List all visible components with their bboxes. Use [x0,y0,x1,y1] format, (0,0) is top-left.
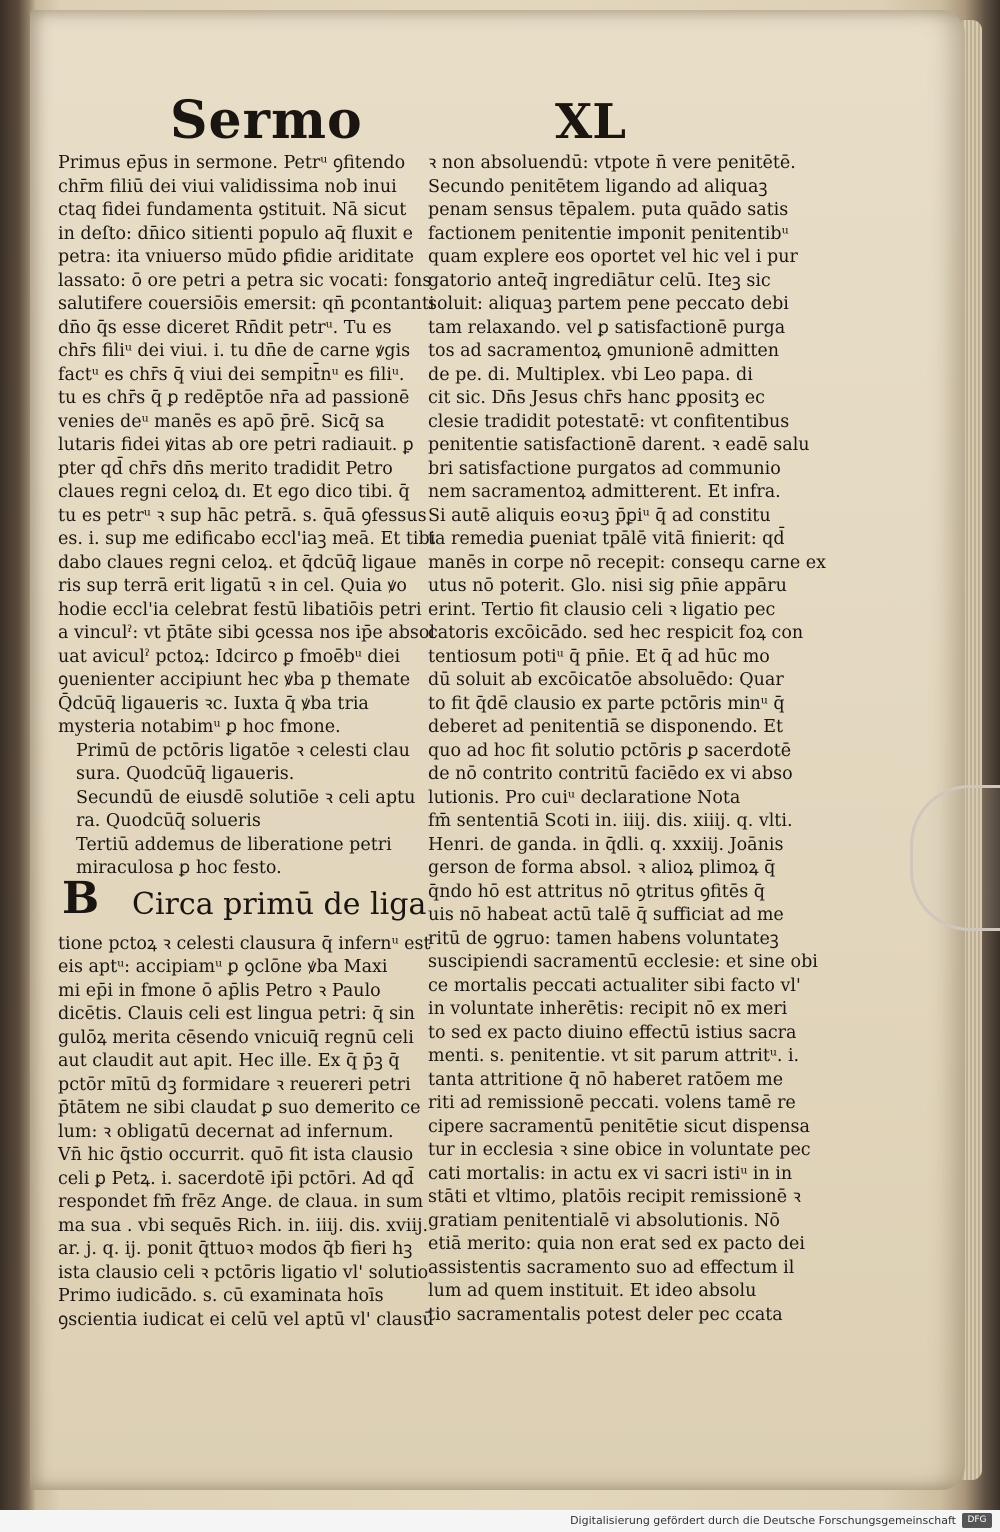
text-line: gatorio anteq̄ ingrediātur celū. Iteꝫ sic [428,270,771,291]
text-line: riti ad remissionē peccati. volens tamē re [428,1093,796,1113]
text-line: celi ꝑ Petꝝ. i. sacerdotē ip̄i pctōri. Ad qd̄ [58,1168,414,1189]
text-line: tur in ecclesia ꝛ sine obice in voluntate pec [428,1140,811,1160]
outline-line: Tertiū addemus de liberatione petri [76,834,392,855]
footer-bar [0,1510,1000,1532]
text-line: petra: ita vniuerso mūdo ꝑfidie ariditate [58,247,415,267]
text-line: Primo iudicādo. s. cū examinata hoīs [58,1286,384,1306]
text-line: cit sic. Dn̄s Jesus chr̄s hanc ꝑpositꝫ ec [428,388,765,408]
running-header [170,90,730,150]
text-line: utus nō poterit. Glo. nisi sig pn̄ie appāru [428,576,787,596]
text-line: q̄ndo hō est attritus nō ꝯtritus ꝯfitēs q̄ [428,881,765,902]
text-line: uat aviculˀ pctoꝝ: Idcirco ꝑ fmoēbᵘ diei [58,646,401,667]
text-line: suscipiendi sacramentū ecclesie: et sine obi [428,952,818,972]
page-edge-stack [962,20,982,1480]
text-line: tos ad sacramentoꝝ ꝯmunionē admitten [428,341,780,361]
text-line: ta remedia ꝑueniat tpālē vitā finierit: qd̄ [428,529,785,549]
text-line: lutionis. Pro cuiᵘ declaratione Nota [428,787,741,808]
text-line: de nō contrito contritū faciēdo ex vi abso [428,764,793,784]
text-line: Q̄dcūq̄ ligaueris ꝛc. Iuxta q̄ ꝟba tria [58,693,369,714]
outline-line: miraculosa ꝑ hoc festo. [76,858,282,878]
text-line: Henri. de ganda. in q̄dli. q. xxxiij. Joānis [428,834,784,855]
page-clasp [910,785,1000,931]
outline-line: sura. Quodcūq̄ ligaueris. [76,764,295,784]
text-line: lassato: ō ore petri a petra sic vocati: fons [58,270,432,291]
text-line: penitentie satisfactionē darent. ꝛ eadē salu [428,435,810,455]
text-line: to sed ex pacto diuino effectū istius sacra [428,1022,797,1043]
text-line: ꝯscientia iudicat ei celū vel aptū vl' clausū [58,1309,434,1330]
decorated-initial: B [62,872,100,924]
text-line: p̄tātem ne sibi claudat ꝑ suo demerito ce [58,1098,421,1118]
header-left-title: Sermo [170,90,363,151]
text-line: chr̄m filiū dei viui validissima nob inui [58,176,397,197]
text-line: eis aptᵘ: accipiamᵘ ꝑ ꝯclōne ꝟba Maxi [58,957,388,977]
text-line: dabo claues regni celoꝝ. et q̄dcūq̄ ligaue [58,552,417,573]
text-line: gerson de forma absol. ꝛ alioꝝ plimoꝝ q̄ [428,858,776,878]
text-line: in deſto: dn̄ico sitienti populo aq̄ fluxit e [58,223,413,244]
text-line: claues regni celoꝝ dı. Et ego dico tibi. q̄ [58,482,410,502]
text-line: cati mortalis: in actu ex vi sacri istiᵘ in in [428,1163,793,1184]
text-line: tu es petrᵘ ꝛ sup hāc petrā. s. q̄uā ꝯfessus [58,505,427,526]
text-line: stāti et vltimo, platōis recipit remissionē ꝛ [428,1187,801,1207]
right-column [428,152,826,1327]
section-subheading: Circa primū de liga [132,886,427,922]
text-line: factᵘ es chr̄s q̄ viui dei sempit̄nᵘ es filiᵘ. [58,364,405,385]
text-line: lum: ꝛ obligatū decernat ad infernum. [58,1121,394,1142]
text-line: ritū de ꝯgruo: tamen habens voluntateꝫ [428,928,779,949]
text-line: penam sensus tēpalem. puta quādo satis [428,200,789,220]
text-line: tentiosum potiᵘ q̄ pn̄ie. Et q̄ ad hūc mo [428,646,770,667]
footer-credit: Digitalisierung gefördert durch die Deutsche Forschungsgemeinschaft [570,1514,956,1527]
outline-line: ra. Quodcūq̄ solueris [76,811,261,831]
text-line: ma sua . vbi sequēs Rich. in. iiij. dis. xviij. [58,1215,429,1236]
text-line: fm̄ sententiā Scoti in. iiij. dis. xiiij. q. vlti. [428,811,793,831]
text-line: uis nō habeat actū talē q̄ sufficiat ad me [428,905,784,925]
text-line: bri satisfactione purgatos ad communio [428,458,781,479]
text-line: cipere sacramentū penitētie sicut dispensa [428,1116,810,1137]
left-column [58,152,436,1332]
text-line: Vn̄ hic q̄stio occurrit. quō fit ista clausio [58,1145,414,1165]
text-line: hodie eccl'ia celebrat festū libatiōis petri [58,599,422,620]
text-line: de pe. di. Multiplex. vbi Leo papa. di [428,364,753,385]
text-line: assistentis sacramento suo ad effectum il [428,1257,795,1278]
text-line: manēs in corpe nō recepit: consequ carne ex [428,552,826,573]
text-line: mysteria notabimᵘ ꝑ hoc fmone. [58,717,341,737]
text-line: mi ep̄i in fmone ō ap̄lis Petro ꝛ Paulo [58,980,381,1001]
text-line: lum ad quem instituit. Et ideo absolu [428,1281,757,1301]
text-line: ce mortalis peccati actualiter sibi facto vl' [428,975,801,996]
section-opening [58,872,427,933]
text-line: dn̄o q̄s esse diceret Rn̄dit petrᵘ. Tu es [58,317,392,338]
text-line: tanta attritione q̄ nō haberet ratōem me [428,1069,784,1090]
text-line: tam relaxando. vel ꝑ satisfactionē purga [428,317,786,338]
text-line: pctōr mītū dꝫ formidare ꝛ reuereri petri [58,1074,411,1095]
outline-items [58,740,418,881]
text-line: ꝛ non absoluendū: vtpote n̄ vere penitētē. [428,153,796,173]
text-line: catoris excōicādo. sed hec respicit foꝝ con [428,623,804,643]
text-line: Primus ep̄us in sermone. Petrᵘ ꝯfitendo [58,153,406,173]
text-line: tione pctoꝝ ꝛ celesti clausura q̄ infernᵘ est [58,933,431,954]
text-line: es. i. sup me edificabo eccl'iaꝫ meā. Et tibi [58,529,436,549]
text-line: Secundo penitētem ligando ad aliquaꝫ [428,176,768,197]
text-line: soluit: aliquaꝫ partem pene peccato debi [428,294,789,314]
text-line: venies deᵘ manēs es apō p̄rē. Sicq̄ sa [58,411,385,432]
text-line: lutaris fidei ꝟitas ab ore petri radiauit. ꝑ [58,435,414,455]
text-line: ris sup terrā erit ligatū ꝛ in cel. Quia ꝟo [58,576,407,596]
text-line: in voluntate inherētis: recipit nō ex meri [428,999,788,1019]
text-line: pter qd̄ chr̄s dn̄s merito tradidit Petro [58,458,393,479]
text-line: aut claudit aut apit. Hec ille. Ex q̄ p̄ꝫ q̄ [58,1051,400,1071]
text-line: gratiam penitentialē vi absolutionis. Nō [428,1210,780,1231]
text-line: gulōꝝ merita cēsendo vnicuiq̄ regnū celi [58,1027,414,1048]
text-line: to fit q̄dē clausio ex parte pctōris minᵘ q̄ [428,693,785,714]
text-line: deberet ad penitentiā se disponendo. Et [428,717,784,737]
text-line: ar. j. q. ij. ponit q̄ttuoꝛ modos q̄b fieri hꝫ [58,1239,413,1259]
text-line: dū soluit ab excōicatōe absoluēdo: Quar [428,670,784,690]
text-line: respondet fm̄ frēz Ange. de claua. in sum [58,1192,424,1212]
text-line: dicētis. Clauis celi est lingua petri: q̄ sin [58,1004,415,1024]
text-line: salutifere couersiōis emersit: qn̄ ꝑcontanti [58,294,435,314]
header-right-numeral: XL [555,94,626,150]
text-line: ctaq fidei fundamenta ꝯstituit. Nā sicut [58,200,407,220]
text-line: tu es chr̄s q̄ ꝑ redēptōe nr̄a ad passionē [58,388,410,408]
dfg-logo: DFG [962,1513,992,1528]
outline-line: Primū de pctōris ligatōe ꝛ celesti clau [76,740,410,761]
text-line: chr̄s filiᵘ dei viui. i. tu dn̄e de carne ꝟgis [58,341,411,361]
text-line: nem sacramentoꝝ admitterent. Et infra. [428,482,781,502]
text-line: Si autē aliquis eoꝛuꝫ p̄ꝑiᵘ q̄ ad constitu [428,505,771,526]
text-line: etiā merito: quia non erat sed ex pacto dei [428,1234,805,1254]
text-line: clesie tradidit potestatē: vt confitentibus [428,411,790,432]
outline-line: Secundū de eiusdē solutiōe ꝛ celi aptu [76,787,416,808]
text-line: erint. Tertio fit clausio celi ꝛ ligatio pec [428,599,776,620]
text-line: tio sacramentalis potest deler pec ccata [428,1304,783,1325]
text-line: ꝯuenienter accipiunt hec ꝟba p themate [58,670,411,690]
text-line: a vinculˀ: vt p̄tāte sibi ꝯcessa nos ip̄e absol [58,623,436,643]
text-line: factionem penitentie imponit penitentibᵘ [428,223,789,244]
text-line: quo ad hoc fit solutio pctōris ꝑ sacerdotē [428,740,792,761]
text-line: quam explere eos oportet vel hic vel i pur [428,247,798,267]
text-line: menti. s. penitentie. vt sit parum attritᵘ. i. [428,1046,800,1066]
text-line: ista clausio celi ꝛ pctōris ligatio vl' solutio [58,1262,429,1283]
